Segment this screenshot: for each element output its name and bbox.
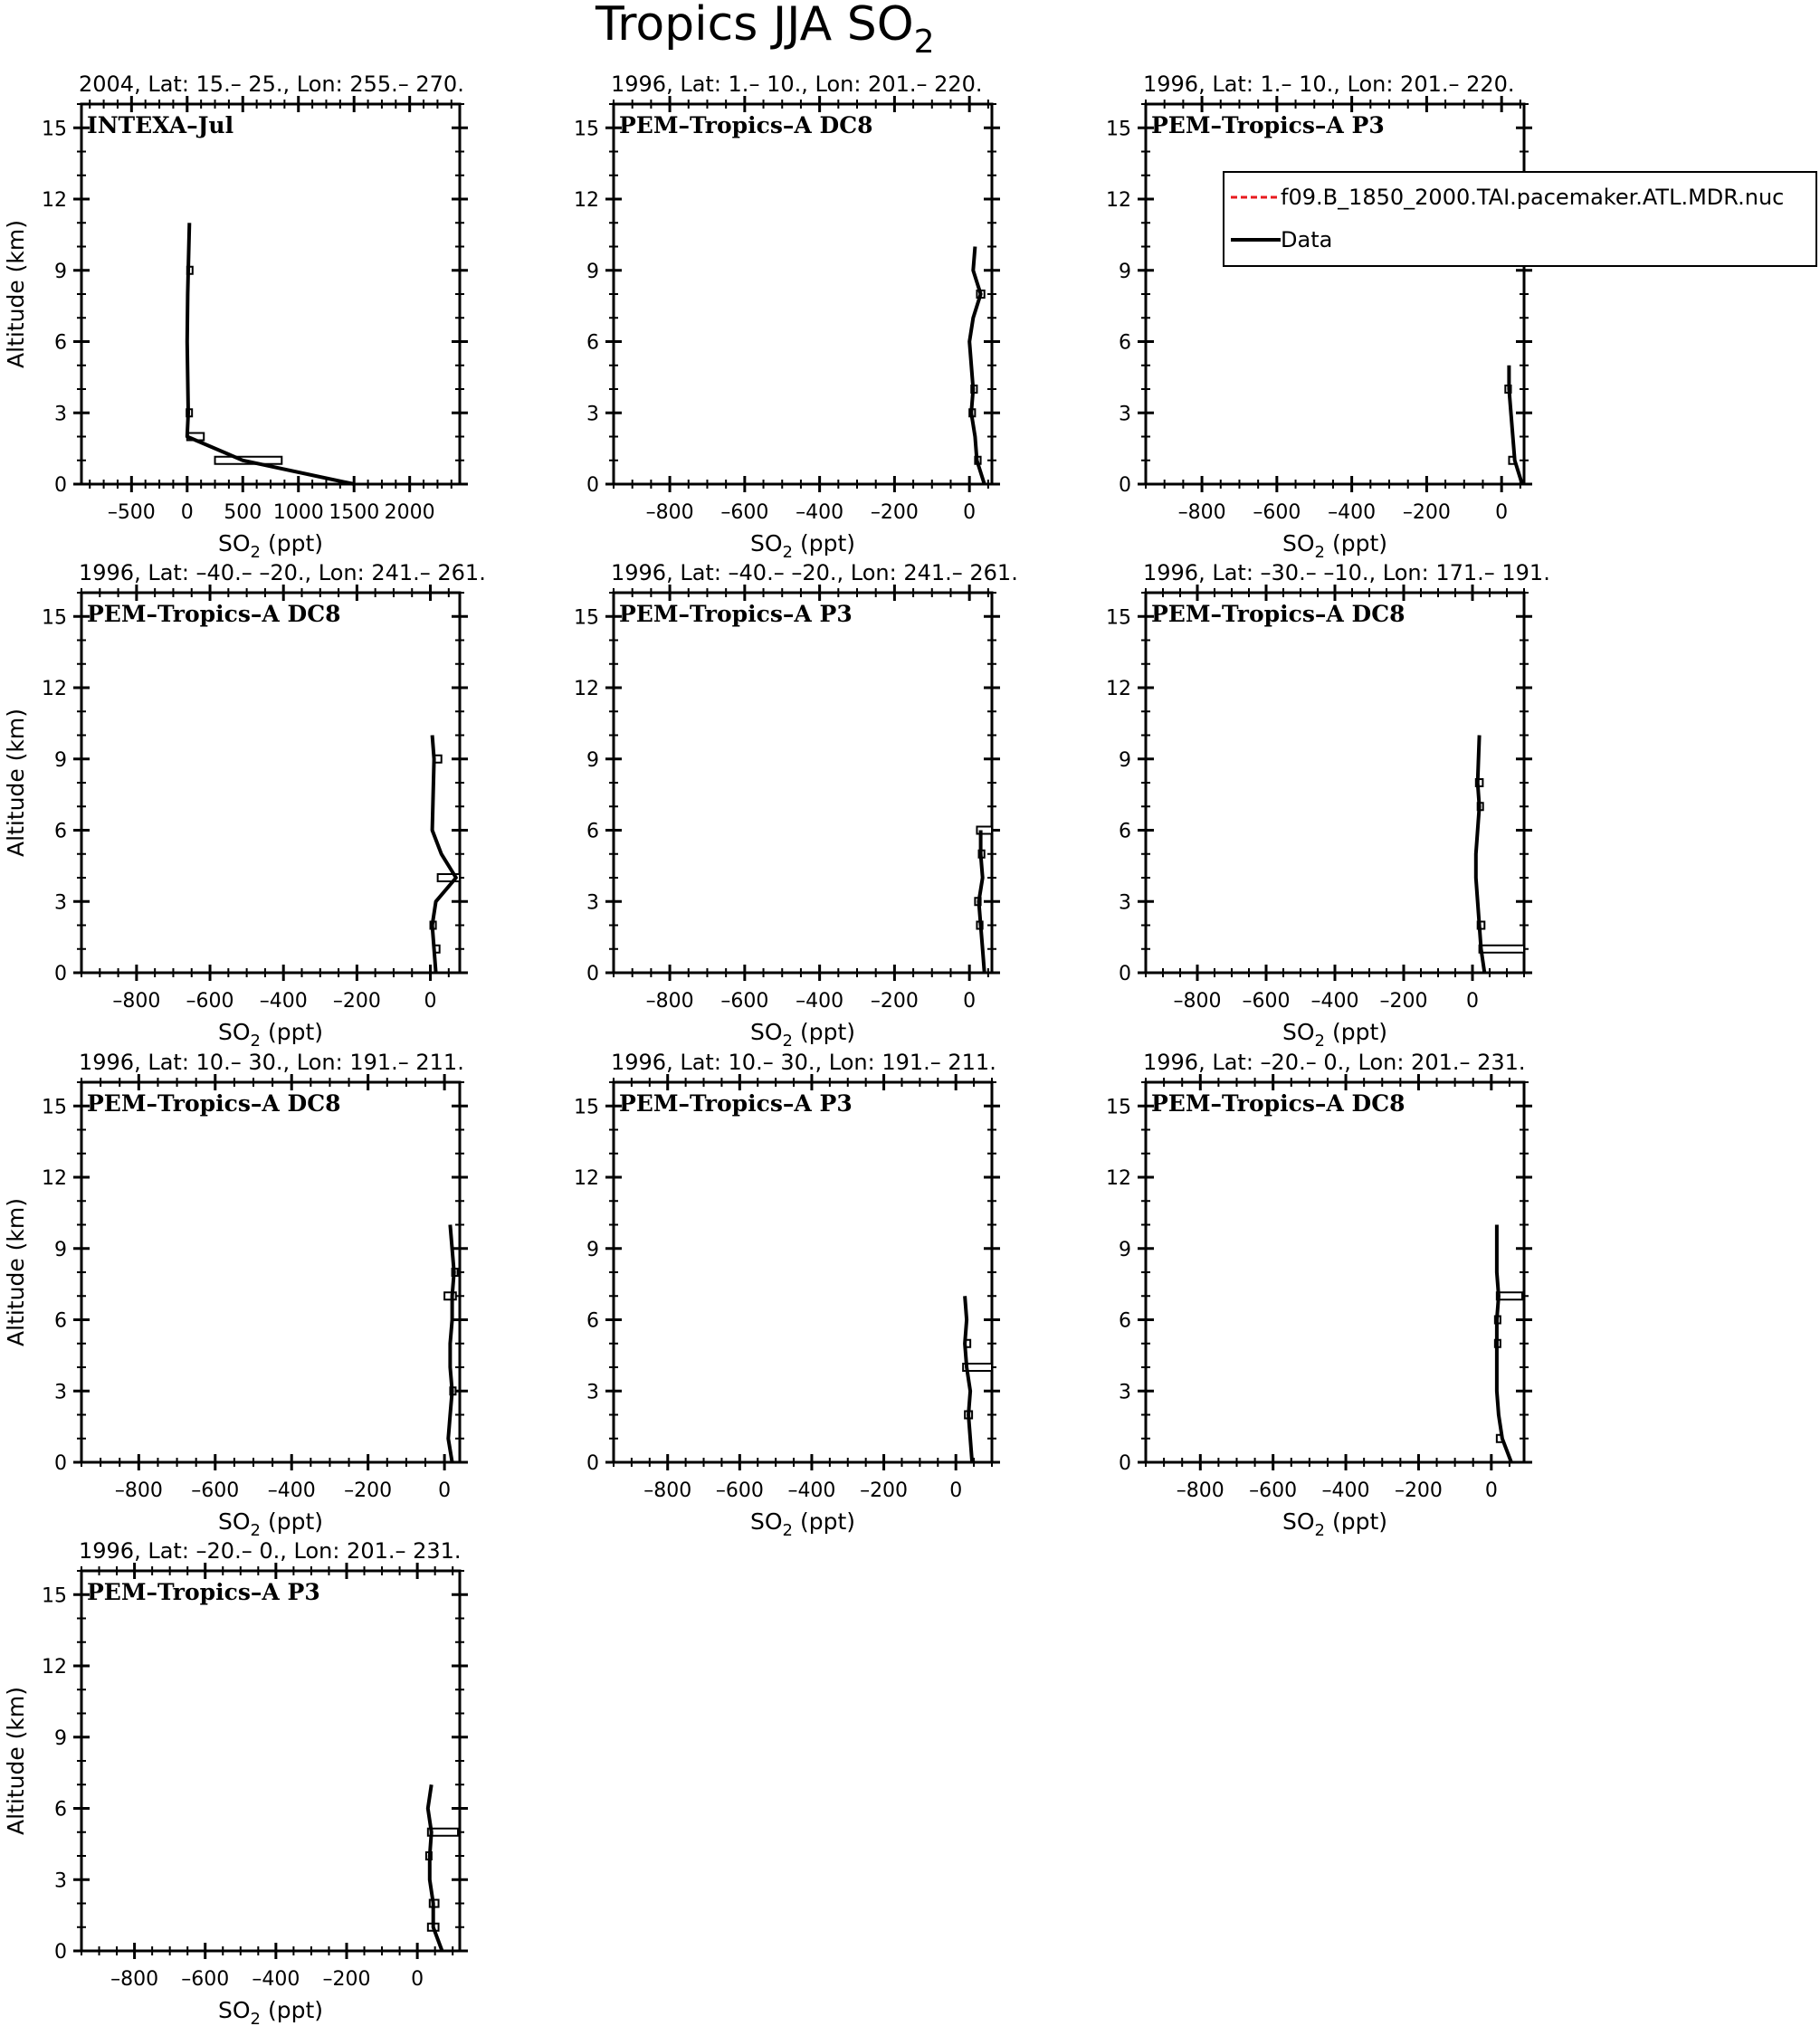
y-tick-label: 15 (1106, 606, 1131, 630)
plot-frame (614, 1082, 992, 1462)
y-tick-label: 6 (54, 331, 67, 355)
y-tick-label: 3 (1119, 891, 1131, 915)
x-ticks (1146, 585, 1524, 1013)
x-ticks (614, 1074, 992, 1502)
y-ticks (1106, 1082, 1532, 1475)
plot-frame (81, 593, 460, 973)
y-tick-label: 6 (54, 1309, 67, 1333)
x-tick-label: –600 (1242, 990, 1291, 1013)
campaign-label: PEM–Tropics–A P3 (87, 1579, 320, 1605)
y-tick-label: 6 (586, 331, 599, 355)
panel-9 (1106, 1050, 1532, 1540)
x-tick-label: –600 (1249, 1479, 1298, 1502)
range-box (1497, 1292, 1522, 1299)
y-tick-label: 3 (54, 403, 67, 426)
x-axis-title-subscript: 2 (250, 543, 261, 562)
y-tick-label: 12 (42, 1656, 67, 1679)
range-box (1480, 946, 1524, 953)
x-tick-label: –800 (112, 990, 161, 1013)
x-axis-title-main: SO (750, 1508, 783, 1535)
x-tick-label: –500 (107, 501, 156, 524)
panel-title: 1996, Lat: 1.– 10., Lon: 201.– 220. (1143, 71, 1515, 97)
main-title (595, 0, 935, 61)
x-tick-label: 500 (224, 501, 262, 524)
x-tick-label: –600 (186, 990, 234, 1013)
plot-frame (1146, 1082, 1524, 1462)
y-tick-label: 0 (54, 474, 67, 497)
x-axis-title-subscript: 2 (1314, 1032, 1325, 1051)
y-ticks (574, 104, 1000, 497)
x-axis-title-unit: (ppt) (793, 1508, 855, 1535)
range-boxes (1476, 779, 1524, 953)
campaign-label: PEM–Tropics–A DC8 (87, 1090, 341, 1117)
data-profile-line (1509, 366, 1522, 484)
y-tick-label: 0 (54, 1452, 67, 1475)
x-tick-label: –200 (332, 990, 381, 1013)
main-title-subscript: 2 (913, 24, 935, 61)
y-tick-label: 12 (42, 189, 67, 212)
x-axis-title-main: SO (218, 530, 251, 556)
x-axis-title-unit: (ppt) (793, 530, 855, 556)
x-tick-label: –200 (870, 990, 919, 1013)
x-axis-title-subscript: 2 (1314, 1521, 1325, 1540)
data-profile-line (965, 1296, 972, 1462)
x-tick-label: 0 (180, 501, 194, 524)
panel-8 (574, 1050, 1000, 1540)
y-tick-label: 6 (54, 1798, 67, 1821)
y-tick-label: 9 (54, 260, 67, 283)
x-axis-title-main: SO (1282, 530, 1315, 556)
panel-title: 2004, Lat: 15.– 25., Lon: 255.– 270. (79, 71, 464, 97)
y-tick-label: 3 (54, 1381, 67, 1404)
plot-frame (81, 1082, 460, 1462)
y-axis-title: Altitude (km) (3, 1687, 29, 1835)
panel-title: 1996, Lat: –20.– 0., Lon: 201.– 231. (79, 1538, 462, 1564)
x-tick-label: 1000 (272, 501, 324, 524)
x-axis-title-main: SO (750, 1019, 783, 1045)
x-tick-label: –400 (252, 1968, 300, 1991)
campaign-label: PEM–Tropics–A P3 (1151, 112, 1385, 138)
data-profile-line (969, 247, 985, 485)
y-tick-label: 9 (54, 1726, 67, 1750)
x-ticks (614, 96, 988, 524)
y-tick-label: 6 (1119, 331, 1131, 355)
y-tick-label: 0 (586, 1452, 599, 1475)
x-axis-title-unit: (ppt) (1325, 1508, 1387, 1535)
plot-frame (1146, 593, 1524, 973)
x-tick-label: –800 (643, 1479, 692, 1502)
y-tick-label: 12 (42, 1167, 67, 1190)
x-tick-label: –400 (796, 990, 844, 1013)
x-ticks (614, 585, 988, 1013)
x-axis-title (1282, 1508, 1387, 1540)
y-tick-label: 6 (54, 820, 67, 843)
x-tick-label: 0 (1495, 501, 1509, 524)
y-tick-label: 9 (54, 1238, 67, 1261)
x-tick-label: –800 (645, 990, 694, 1013)
x-axis-title-subscript: 2 (1314, 543, 1325, 562)
panel-title: 1996, Lat: –30.– –10., Lon: 171.– 191. (1143, 560, 1550, 585)
y-tick-label: 12 (574, 678, 599, 700)
y-tick-label: 0 (1119, 1452, 1131, 1475)
x-tick-label: –400 (259, 990, 308, 1013)
x-tick-label: –200 (860, 1479, 909, 1502)
x-axis-title-unit: (ppt) (793, 1019, 855, 1045)
x-axis-title (750, 1508, 855, 1540)
legend-label-model: f09.B_1850_2000.TAI.pacemaker.ATL.MDR.nuc (1281, 185, 1785, 210)
y-axis-title: Altitude (km) (3, 1198, 29, 1346)
y-ticks (42, 1082, 468, 1475)
x-axis-title-unit: (ppt) (261, 1019, 323, 1045)
range-boxes (186, 267, 281, 464)
x-axis-title-unit: (ppt) (1325, 1019, 1387, 1045)
plot-frame (81, 1571, 460, 1951)
y-tick-label: 3 (586, 403, 599, 426)
x-tick-label: 1500 (329, 501, 380, 524)
x-tick-label: –200 (1402, 501, 1451, 524)
y-tick-label: 6 (1119, 1309, 1131, 1333)
y-tick-label: 15 (574, 118, 599, 141)
x-tick-label: –200 (322, 1968, 371, 1991)
x-tick-label: –600 (1253, 501, 1301, 524)
data-profile-line (1476, 736, 1485, 974)
x-tick-label: –400 (1328, 501, 1377, 524)
y-tick-label: 9 (1119, 260, 1131, 283)
x-tick-label: 0 (424, 990, 437, 1013)
x-tick-label: –600 (715, 1479, 764, 1502)
x-tick-label: –400 (1321, 1479, 1370, 1502)
x-axis-title-main: SO (750, 530, 783, 556)
y-tick-label: 6 (1119, 820, 1131, 843)
data-profile-line (187, 223, 354, 484)
x-axis-title-unit: (ppt) (261, 1508, 323, 1535)
y-tick-label: 3 (1119, 403, 1131, 426)
y-tick-label: 9 (1119, 1238, 1131, 1261)
y-tick-label: 15 (42, 118, 67, 141)
x-tick-label: –600 (720, 990, 769, 1013)
y-tick-label: 3 (586, 891, 599, 915)
data-profile-line (433, 736, 456, 974)
y-tick-label: 15 (1106, 118, 1131, 141)
x-tick-label: 0 (438, 1479, 452, 1502)
y-tick-label: 3 (586, 1381, 599, 1404)
x-ticks (1146, 96, 1520, 524)
y-tick-label: 9 (1119, 748, 1131, 772)
y-tick-label: 12 (42, 678, 67, 700)
x-axis-title-unit: (ppt) (1325, 530, 1387, 556)
y-tick-label: 12 (574, 1167, 599, 1190)
y-tick-label: 12 (1106, 678, 1131, 700)
panel-10 (3, 1538, 468, 2026)
panels (3, 71, 1550, 2026)
x-axis-title-main: SO (218, 1019, 251, 1045)
y-tick-label: 15 (1106, 1096, 1131, 1119)
x-tick-label: 0 (1466, 990, 1479, 1013)
x-axis-title (750, 1019, 855, 1051)
x-tick-label: –200 (870, 501, 919, 524)
y-tick-label: 6 (586, 820, 599, 843)
x-axis-title (1282, 1019, 1387, 1051)
y-ticks (42, 1571, 468, 1964)
y-tick-label: 0 (586, 963, 599, 985)
panel-2 (574, 71, 1000, 562)
y-tick-label: 12 (1106, 1167, 1131, 1190)
x-tick-label: –200 (1394, 1479, 1443, 1502)
x-tick-label: –800 (645, 501, 694, 524)
x-tick-label: –800 (1173, 990, 1222, 1013)
x-axis-title (218, 1997, 323, 2026)
panel-3 (1106, 71, 1532, 562)
legend (1224, 172, 1816, 266)
legend-label-data: Data (1281, 227, 1333, 252)
x-axis-title-subscript: 2 (250, 2010, 261, 2026)
y-ticks (1106, 593, 1532, 985)
x-tick-label: –400 (796, 501, 844, 524)
x-axis-title-main: SO (1282, 1019, 1315, 1045)
x-axis-title-subscript: 2 (782, 1521, 793, 1540)
x-tick-label: –800 (1176, 1479, 1224, 1502)
panel-title: 1996, Lat: 10.– 30., Lon: 191.– 211. (611, 1050, 996, 1075)
plot-frame (614, 104, 992, 484)
campaign-label: INTEXA–Jul (87, 112, 234, 138)
x-tick-label: 0 (411, 1968, 424, 1991)
panel-6 (1106, 560, 1550, 1051)
x-axis-title-subscript: 2 (782, 1032, 793, 1051)
x-axis-title-subscript: 2 (782, 543, 793, 562)
x-tick-label: 2000 (384, 501, 435, 524)
y-tick-label: 0 (54, 963, 67, 985)
y-tick-label: 12 (1106, 189, 1131, 212)
x-axis-title (218, 1019, 323, 1051)
x-tick-label: –600 (181, 1968, 230, 1991)
x-ticks (81, 1074, 451, 1502)
x-tick-label: –200 (344, 1479, 393, 1502)
y-ticks (574, 593, 1000, 985)
x-axis-title-main: SO (218, 1508, 251, 1535)
plot-frame (1146, 104, 1524, 484)
panel-4 (3, 560, 486, 1051)
campaign-label: PEM–Tropics–A DC8 (1151, 601, 1405, 627)
y-tick-label: 15 (42, 1096, 67, 1119)
y-tick-label: 6 (586, 1309, 599, 1333)
y-tick-label: 3 (54, 1869, 67, 1893)
x-tick-label: –200 (1379, 990, 1428, 1013)
x-axis-title (1282, 530, 1387, 562)
x-tick-label: 0 (1484, 1479, 1498, 1502)
panel-title: 1996, Lat: –40.– –20., Lon: 241.– 261. (79, 560, 486, 585)
y-tick-label: 0 (586, 474, 599, 497)
plot-frame (81, 104, 460, 484)
x-tick-label: 0 (963, 501, 977, 524)
plot-frame (614, 593, 992, 973)
y-tick-label: 9 (54, 748, 67, 772)
x-axis-title-subscript: 2 (250, 1032, 261, 1051)
x-ticks (81, 585, 449, 1013)
x-tick-label: –800 (1177, 501, 1226, 524)
y-tick-label: 9 (586, 1238, 599, 1261)
x-tick-label: –400 (267, 1479, 316, 1502)
campaign-label: PEM–Tropics–A DC8 (619, 112, 873, 138)
campaign-label: PEM–Tropics–A DC8 (87, 601, 341, 627)
range-box (444, 1292, 456, 1299)
y-ticks (1106, 104, 1532, 497)
y-ticks (42, 593, 468, 985)
panel-title: 1996, Lat: 10.– 30., Lon: 191.– 211. (79, 1050, 464, 1075)
y-tick-label: 0 (1119, 963, 1131, 985)
main-title-text: Tropics JJA SO (596, 0, 914, 52)
x-axis-title (218, 1508, 323, 1540)
y-axis-title: Altitude (km) (3, 709, 29, 857)
y-tick-label: 15 (42, 606, 67, 630)
y-tick-label: 15 (574, 1096, 599, 1119)
y-tick-label: 0 (54, 1941, 67, 1964)
x-axis-title-subscript: 2 (250, 1521, 261, 1540)
x-tick-label: –400 (1310, 990, 1359, 1013)
y-tick-label: 0 (1119, 474, 1131, 497)
y-tick-label: 3 (1119, 1381, 1131, 1404)
panel-title: 1996, Lat: –20.– 0., Lon: 201.– 231. (1143, 1050, 1526, 1075)
panel-title: 1996, Lat: –40.– –20., Lon: 241.– 261. (611, 560, 1018, 585)
y-ticks (42, 104, 468, 497)
x-tick-label: 0 (949, 1479, 963, 1502)
x-axis-title (218, 530, 323, 562)
x-tick-label: –400 (787, 1479, 836, 1502)
y-tick-label: 15 (42, 1584, 67, 1608)
x-axis-title-unit: (ppt) (261, 1997, 323, 2023)
x-tick-label: –800 (110, 1968, 159, 1991)
data-profile-line (448, 1225, 453, 1463)
y-ticks (574, 1082, 1000, 1475)
y-tick-label: 9 (586, 748, 599, 772)
x-axis-title-unit: (ppt) (261, 530, 323, 556)
panel-7 (3, 1050, 468, 1540)
x-tick-label: –800 (114, 1479, 163, 1502)
y-tick-label: 9 (586, 260, 599, 283)
y-tick-label: 15 (574, 606, 599, 630)
x-ticks (1146, 1074, 1510, 1502)
x-ticks (81, 1563, 453, 1991)
y-axis-title: Altitude (km) (3, 220, 29, 368)
x-axis-title-main: SO (1282, 1508, 1315, 1535)
x-tick-label: 0 (963, 990, 977, 1013)
campaign-label: PEM–Tropics–A P3 (619, 601, 853, 627)
x-tick-label: –600 (191, 1479, 240, 1502)
campaign-label: PEM–Tropics–A P3 (619, 1090, 853, 1117)
x-axis-title (750, 530, 855, 562)
panel-title: 1996, Lat: 1.– 10., Lon: 201.– 220. (611, 71, 983, 97)
x-tick-label: –600 (720, 501, 769, 524)
campaign-label: PEM–Tropics–A DC8 (1151, 1090, 1405, 1117)
panel-5 (574, 560, 1018, 1051)
x-axis-title-main: SO (218, 1997, 251, 2023)
panel-1 (3, 71, 468, 562)
y-tick-label: 3 (54, 891, 67, 915)
y-tick-label: 12 (574, 189, 599, 212)
